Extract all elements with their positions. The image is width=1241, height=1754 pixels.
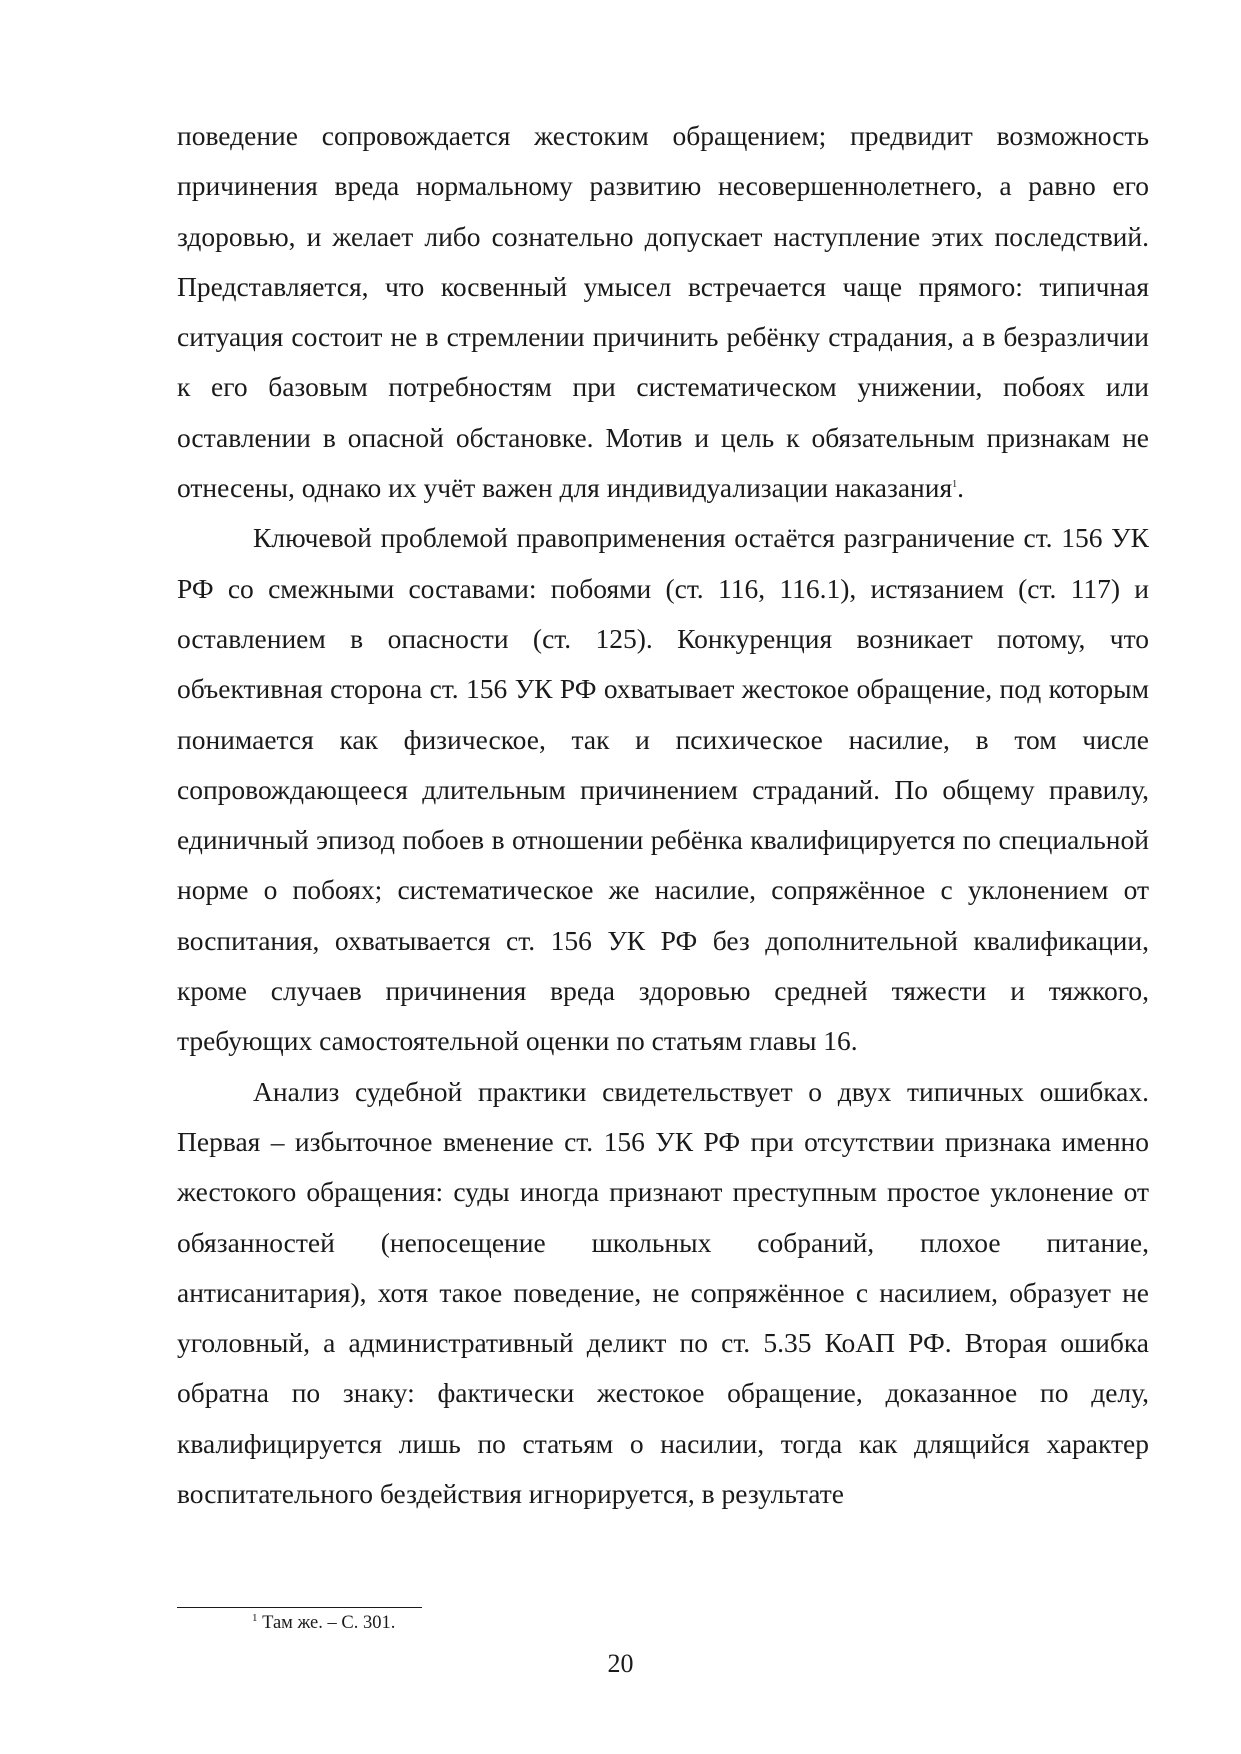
footnote bbox=[252, 1611, 395, 1635]
footnote-reference[interactable]: 1 bbox=[952, 478, 958, 490]
paragraph-2: Ключевой проблемой правоприменения остаётся разграничение ст. 156 УК РФ со смежными составами: побоями (ст. 116, 116.1), истязанием (ст. 117) и оставлением в опасности (ст. 125). Конкуренция возникает потому, что объективная сторона ст. 156 УК РФ охватывает жестокое обращение, под которым понимается как физическое, так и психическое насилие, в том числе сопровождающееся длительным причинением страданий. По общему правилу, единичный эпизод побоев в отношении ребёнка квалифицируется по специальной норме о побоях; систематическое же насилие, сопряжённое с уклонением от воспитания, охватывается ст. 156 УК РФ без дополнительной квалификации, кроме случаев причинения вреда здоровью средней тяжести и тяжкого, требующих самостоятельной оценки по статьям главы 16. bbox=[177, 522, 1149, 1057]
paragraph-3: Анализ судебной практики свидетельствует о двух типичных ошибках. Первая – избыточное вменение ст. 156 УК РФ при отсутствии признака именно жестокого обращения: суды иногда признают преступным простое уклонение от обязанностей (непосещение школьных собраний, плохое питание, антисанитария), хотя такое поведение, не сопряжённое с насилием, образует не уголовный, а административный деликт по ст. 5.35 КоАП РФ. Вторая ошибка обратна по знаку: фактически жестокое обращение, доказанное по делу, квалифицируется лишь по статьям о насилии, тогда как длящийся характер воспитательного бездействия игнорируется, в результате bbox=[177, 1075, 1149, 1510]
paragraph-1 bbox=[177, 111, 1149, 513]
main-text bbox=[177, 111, 1149, 1519]
footnote-number: 1 bbox=[252, 1611, 258, 1624]
paragraph-1-end: . bbox=[957, 472, 964, 504]
footnote-text: Там же. – С. 301. bbox=[257, 1613, 396, 1633]
footnote-separator bbox=[177, 1607, 422, 1608]
paragraph-1-text: поведение сопровождается жестоким обращением; предвидит возможность причинения вреда нормальному развитию несовершеннолетнего, а равно его здоровью, и желает либо сознательно допускает наступление этих последствий. Представляется, что косвенный умысел встречается чаще прямого: типичная ситуация состоит не в стремлении причинить ребёнку страдания, а в безразличии к его базовым потребностям при систематическом унижении, побоях или оставлении в опасной обстановке. Мотив и цель к обязательным признакам не отнесены, однако их учёт важен для индивидуализации наказания bbox=[177, 120, 1149, 504]
page-number: 20 bbox=[607, 1649, 634, 1678]
